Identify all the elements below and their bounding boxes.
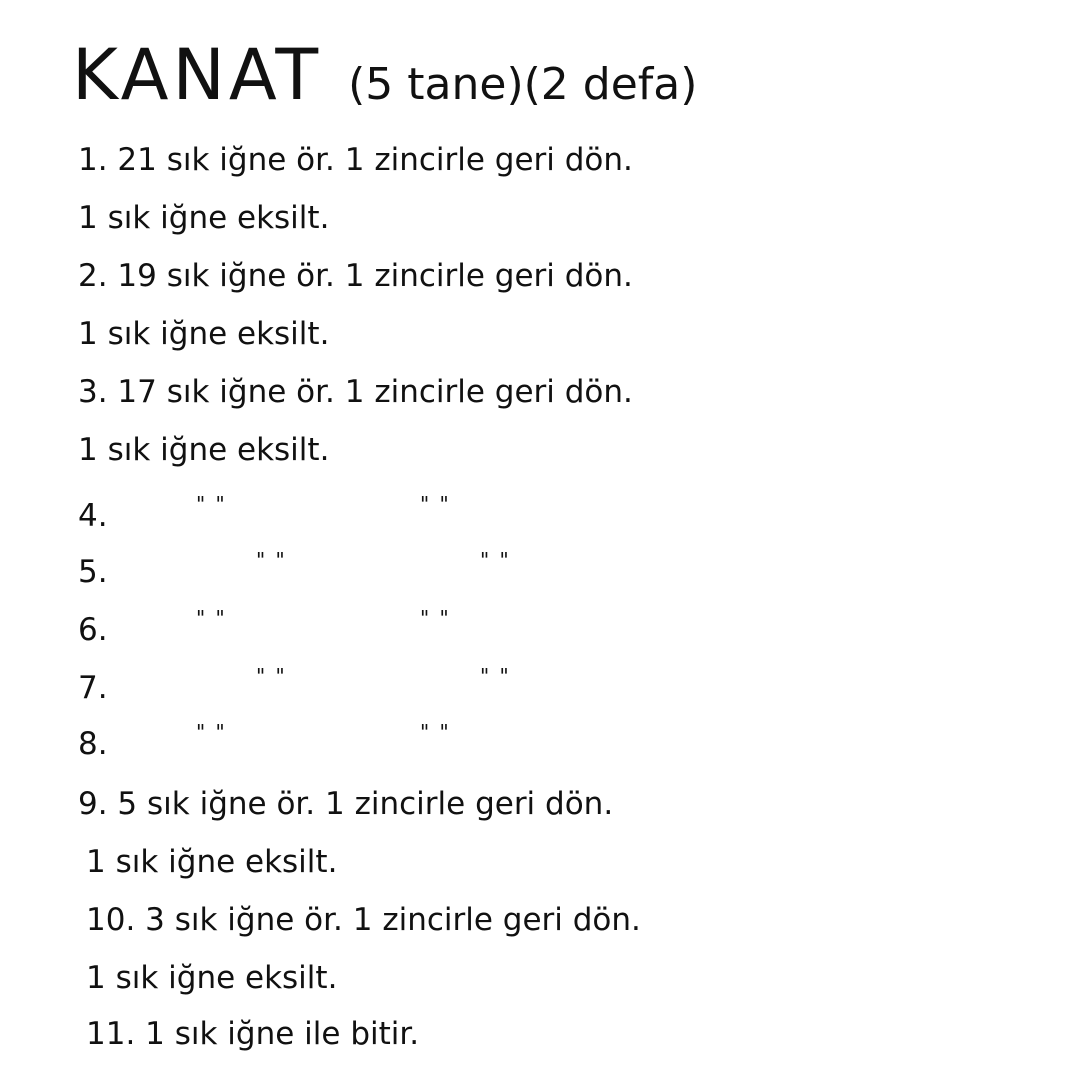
page-subtitle: (5 tane)(2 defa) xyxy=(348,59,698,110)
instruction-line: 2. 19 sık iğne ör. 1 zincirle geri dön. xyxy=(78,258,633,294)
instruction-line: 1. 21 sık iğne ör. 1 zincirle geri dön. xyxy=(78,142,633,178)
instruction-line: 1 sık iğne eksilt. xyxy=(86,960,338,996)
ditto-mark: " " xyxy=(196,492,227,516)
ditto-mark: " " xyxy=(256,548,287,572)
ditto-mark: " " xyxy=(420,606,451,630)
instruction-line: 9. 5 sık iğne ör. 1 zincirle geri dön. xyxy=(78,786,614,822)
ditto-mark: " " xyxy=(196,606,227,630)
instruction-line: 1 sık iğne eksilt. xyxy=(86,844,338,880)
instruction-line: 3. 17 sık iğne ör. 1 zincirle geri dön. xyxy=(78,374,633,410)
instruction-line: 8. xyxy=(78,726,108,762)
ditto-mark: " " xyxy=(480,664,511,688)
instruction-line: 5. xyxy=(78,554,108,590)
instruction-line: 4. xyxy=(78,498,108,534)
instruction-line: 1 sık iğne eksilt. xyxy=(78,316,330,352)
ditto-mark: " " xyxy=(420,720,451,744)
ditto-mark: " " xyxy=(420,492,451,516)
instruction-line: 11. 1 sık iğne ile bitir. xyxy=(86,1016,420,1052)
instruction-line: 1 sık iğne eksilt. xyxy=(78,432,330,468)
ditto-mark: " " xyxy=(480,548,511,572)
title-row xyxy=(72,34,697,116)
page-title: KANAT xyxy=(72,34,323,116)
ditto-mark: " " xyxy=(256,664,287,688)
instruction-line: 10. 3 sık iğne ör. 1 zincirle geri dön. xyxy=(86,902,641,938)
ditto-mark: " " xyxy=(196,720,227,744)
instruction-line: 6. xyxy=(78,612,108,648)
instruction-line: 1 sık iğne eksilt. xyxy=(78,200,330,236)
instruction-line: 7. xyxy=(78,670,108,706)
